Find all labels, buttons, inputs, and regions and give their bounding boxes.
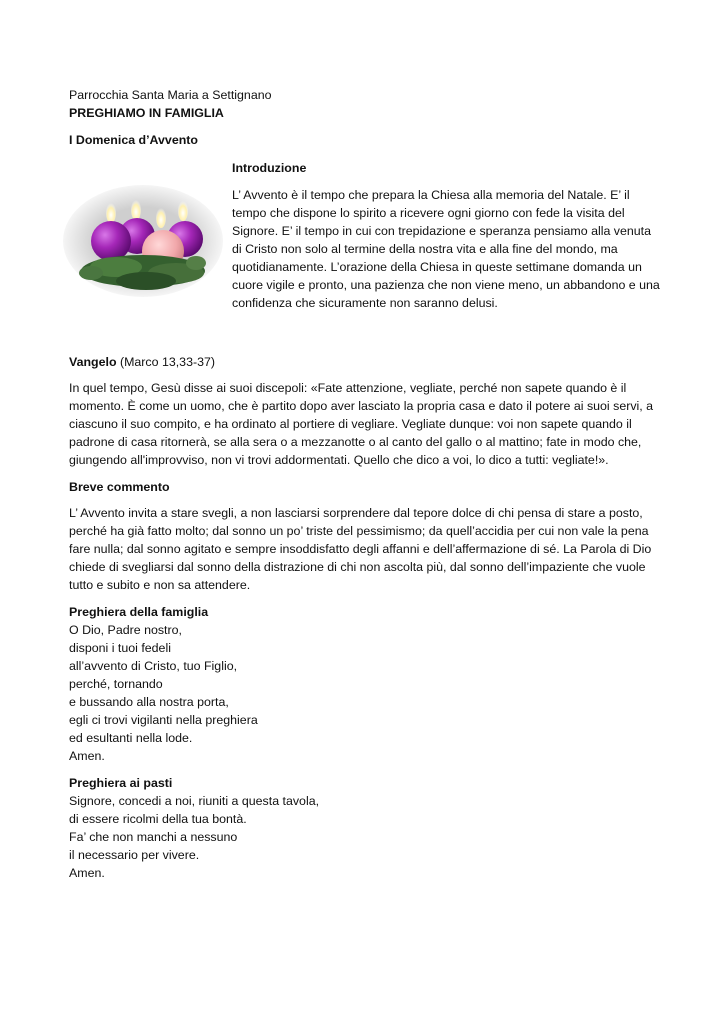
prayer-line: di essere ricolmi della tua bontà. bbox=[69, 812, 247, 826]
gospel-reference: (Marco 13,33-37) bbox=[116, 355, 215, 369]
meal-prayer-section bbox=[69, 774, 669, 882]
prayer-line: perché, tornando bbox=[69, 677, 163, 691]
text-line: fare nulla; dal sonno agitato e sempre insoddisfatto degli affanni e dell’affermazione di sé. La Parola di Dio bbox=[69, 542, 652, 556]
candle-purple-1 bbox=[91, 221, 131, 261]
prayer-line: e bussando alla nostra porta, bbox=[69, 695, 229, 709]
gospel-text bbox=[69, 379, 669, 469]
family-prayer-section bbox=[69, 603, 669, 765]
flame-3 bbox=[156, 208, 166, 228]
text-line: L’ Avvento invita a stare svegli, a non lasciarsi sorprendere dal tepore dolce di chi pensa di stare a posto, bbox=[69, 506, 643, 520]
text-line: chiede di svegliarsi dal sonno della distrazione di chi non ascolta più, dal sonno dell’impaziente che vuole bbox=[69, 560, 646, 574]
text-line: giungendo all'improvviso, non vi trovi addormentati. Quello che dico a voi, lo dico a tutti: vegliate!». bbox=[69, 453, 609, 467]
document-title: PREGHIAMO IN FAMIGLIA bbox=[69, 106, 224, 120]
document-subtitle: I Domenica d’Avvento bbox=[69, 133, 198, 147]
text-line: tutto e subito e non sa attendere. bbox=[69, 578, 251, 592]
gospel-section bbox=[69, 353, 669, 469]
prayer-line: disponi i tuoi fedeli bbox=[69, 641, 171, 655]
prayer-line: O Dio, Padre nostro, bbox=[69, 623, 182, 637]
commentary-section bbox=[69, 478, 669, 594]
prayer-line: Amen. bbox=[69, 749, 105, 763]
text-line: confidenza che sicuramente non saranno delusi. bbox=[232, 296, 498, 310]
text-line: quotidianamente. L’orazione della Chiesa in queste settimane domanda un bbox=[232, 260, 642, 274]
text-line: cuore vigile e pronto, una pazienza che non viene meno, un abbandono e una bbox=[232, 278, 660, 292]
parish-name: Parrocchia Santa Maria a Settignano bbox=[69, 88, 272, 102]
document-header bbox=[69, 86, 669, 122]
gospel-heading bbox=[69, 353, 669, 371]
introduction-title: Introduzione bbox=[232, 161, 307, 175]
text-line: In quel tempo, Gesù disse ai suoi discepoli: «Fate attenzione, vegliate, perché non sapete quando è il bbox=[69, 381, 627, 395]
flame-1 bbox=[106, 203, 116, 223]
gospel-title: Vangelo bbox=[69, 355, 117, 369]
text-line: tempo che dispone lo spirito a ricevere ogni giorno con fede la visita del bbox=[232, 206, 625, 220]
introduction-section bbox=[69, 159, 669, 353]
flame-4 bbox=[178, 201, 188, 221]
text-line: momento. È come un uomo, che è partito dopo aver lasciato la propria casa e dato il potere ai suoi servi, a bbox=[69, 399, 654, 413]
prayer-line: Signore, concedi a noi, riuniti a questa tavola, bbox=[69, 794, 320, 808]
text-line: ciascuno il suo compito, e ha ordinato al portiere di vegliare. Vegliate dunque: voi non sapete quando il bbox=[69, 417, 632, 431]
prayer-line: all’avvento di Cristo, tuo Figlio, bbox=[69, 659, 238, 673]
flame-2 bbox=[131, 200, 141, 220]
commentary-text bbox=[69, 504, 669, 594]
prayer-line: egli ci trovi vigilanti nella preghiera bbox=[69, 713, 258, 727]
commentary-title: Breve commento bbox=[69, 480, 170, 494]
text-line: perché ha già fatto molto; dal sonno un po’ triste del pessimismo; da quell’accidia per cui non vale la pena bbox=[69, 524, 649, 538]
family-prayer-title: Preghiera della famiglia bbox=[69, 605, 209, 619]
text-line: padrone di casa ritornerà, se alla sera o a mezzanotte o al canto del gallo o al mattino; fate in modo che, bbox=[69, 435, 642, 449]
introduction-text bbox=[232, 186, 672, 312]
meal-prayer-title: Preghiera ai pasti bbox=[69, 776, 173, 790]
introduction-block bbox=[232, 159, 672, 312]
document-page bbox=[69, 86, 669, 882]
text-line: di Cristo non solo al termine della nostra vita e alla fine del mondo, ma bbox=[232, 242, 618, 256]
advent-wreath-image bbox=[61, 181, 226, 299]
text-line: L’ Avvento è il tempo che prepara la Chiesa alla memoria del Natale. E’ il bbox=[232, 188, 630, 202]
prayer-line: il necessario per vivere. bbox=[69, 848, 200, 862]
text-line: Signore. E’ il tempo in cui con trepidazione e speranza pensiamo alla venuta bbox=[232, 224, 652, 238]
prayer-line: Fa’ che non manchi a nessuno bbox=[69, 830, 238, 844]
prayer-line: ed esultanti nella lode. bbox=[69, 731, 193, 745]
prayer-line: Amen. bbox=[69, 866, 105, 880]
